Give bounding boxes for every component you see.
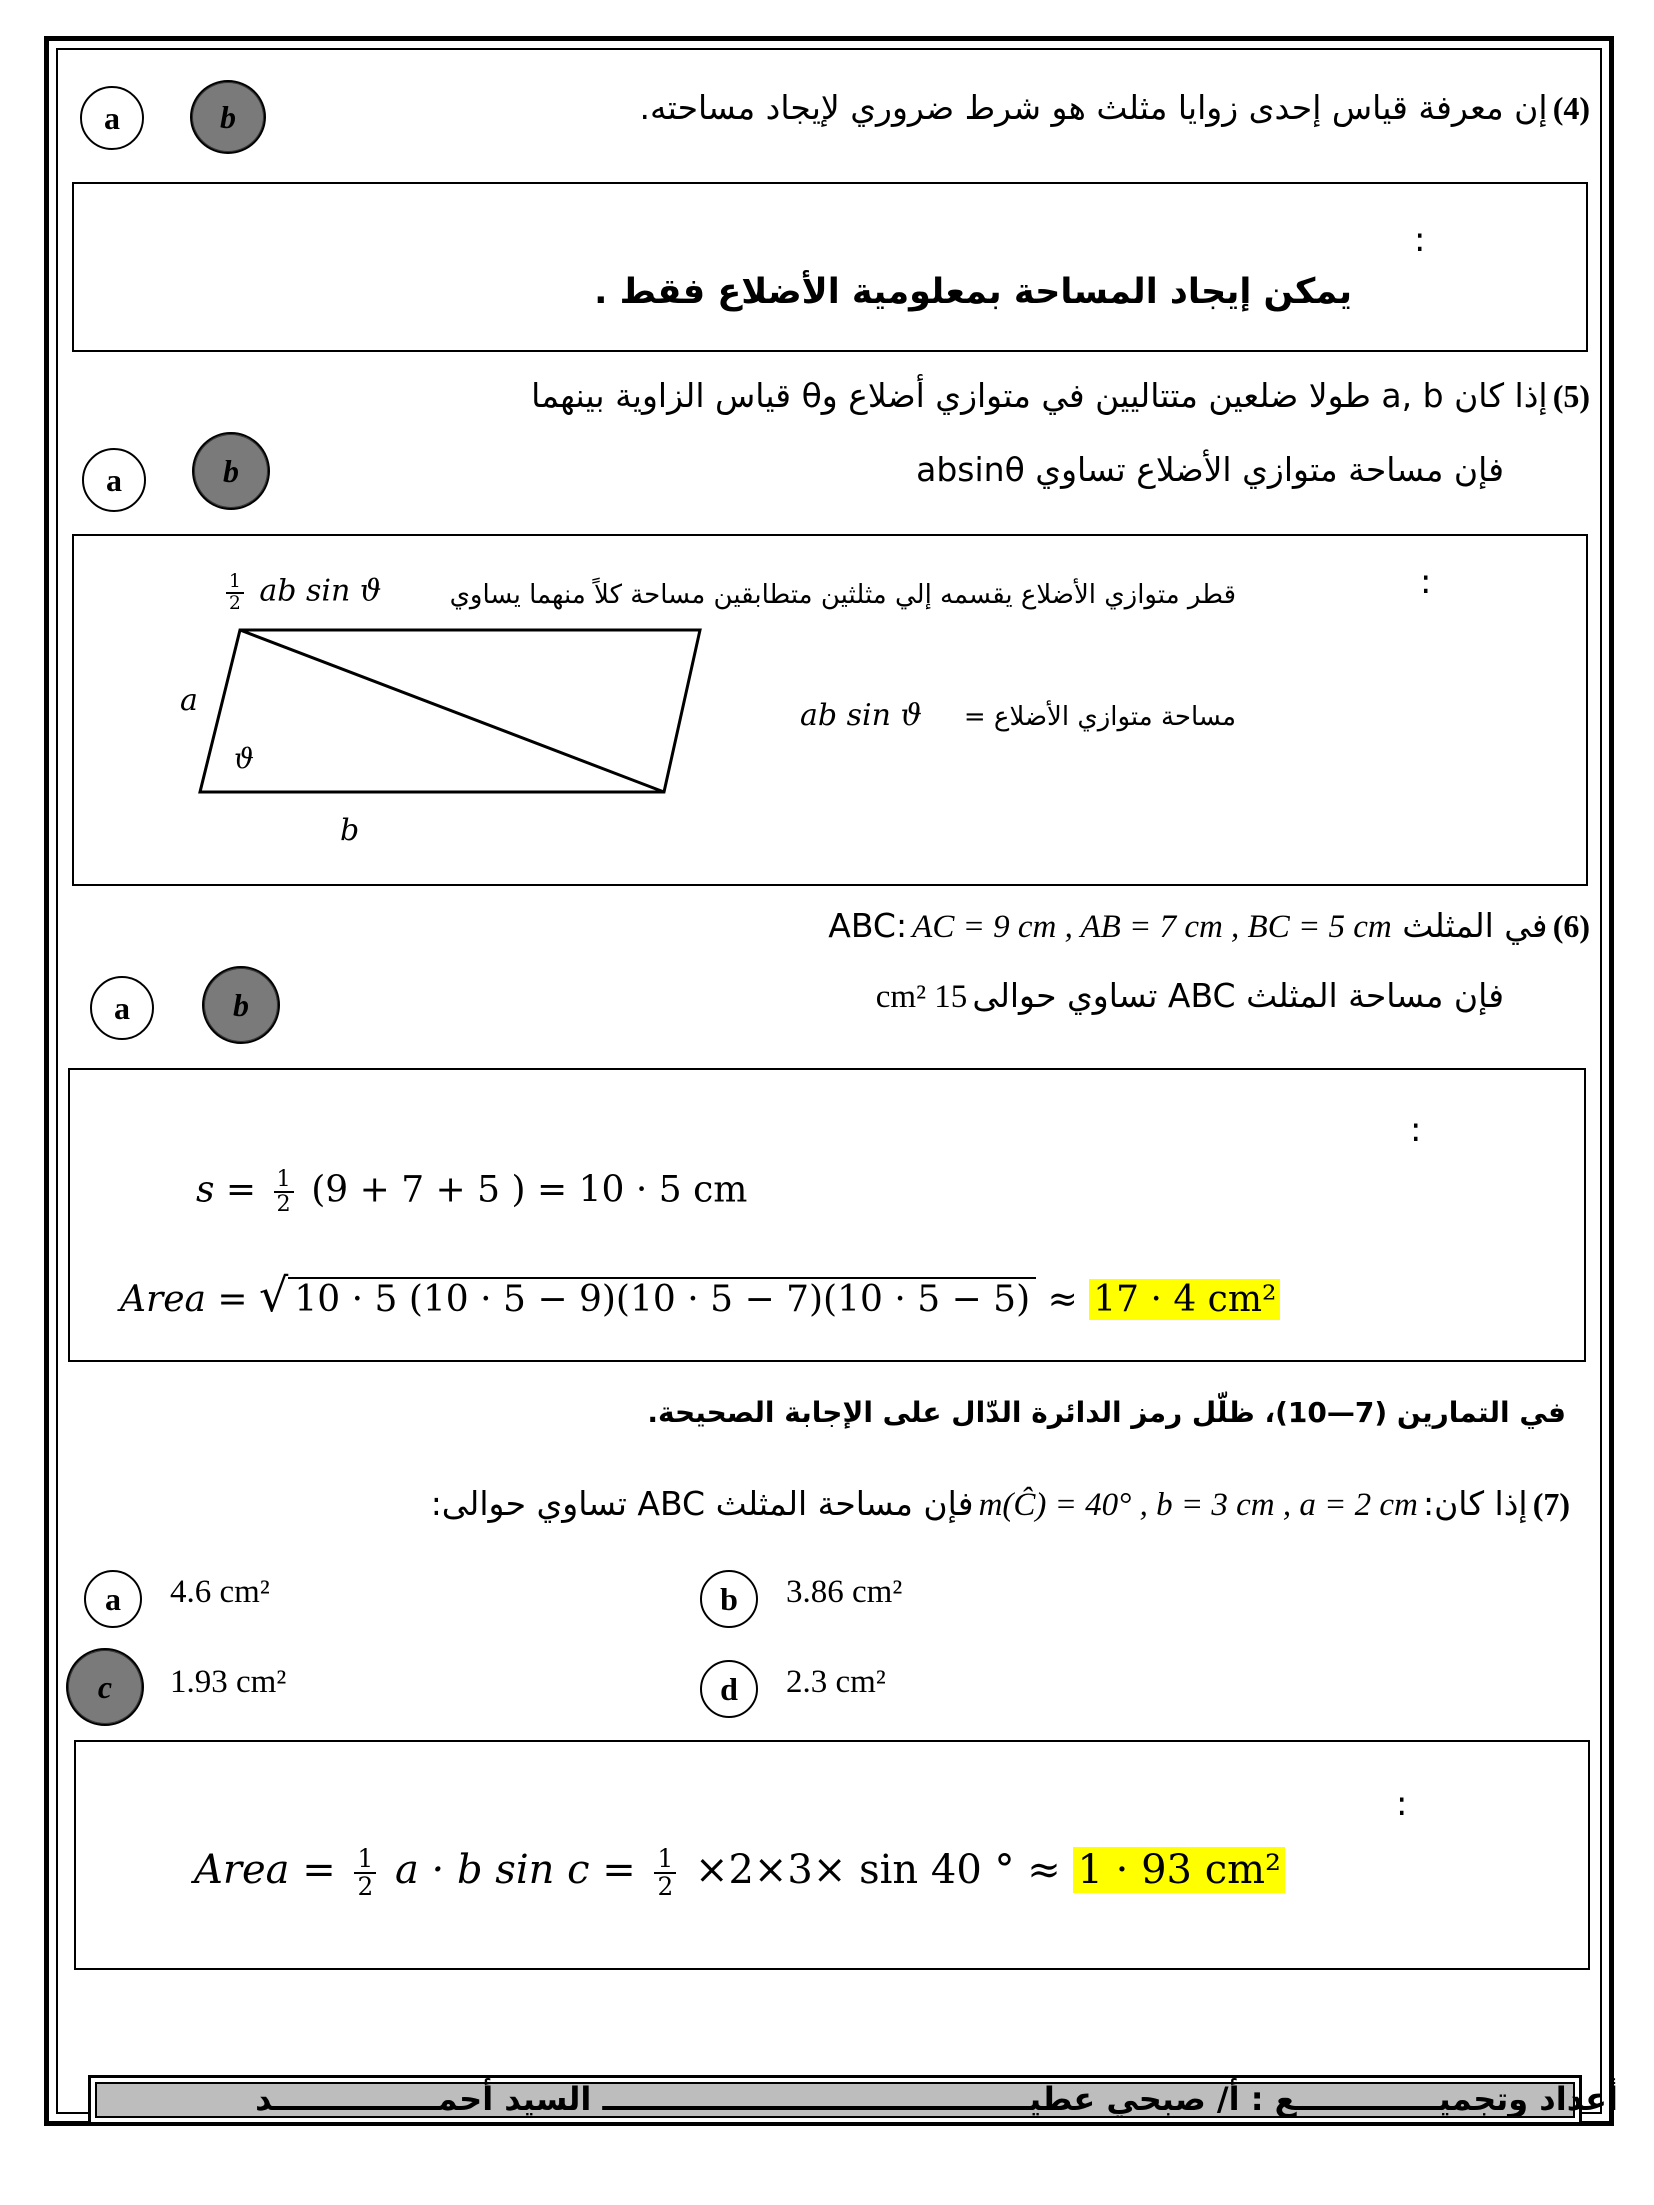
q5-fraction: $\frac{1}{2}$ bbox=[226, 572, 244, 613]
q7-math: m(Ĉ) = 40° , b = 3 cm , a = 2 cm bbox=[978, 1487, 1418, 1523]
q4-box-colon: : bbox=[1414, 220, 1426, 260]
side-b-label: b bbox=[340, 813, 360, 848]
angle-label: ϑ bbox=[234, 742, 255, 775]
q7-option-b[interactable]: b bbox=[700, 1570, 758, 1628]
q4-answer-box bbox=[72, 182, 1588, 352]
footer-credit: أعداد وتجميـــــــــــــع : أ/ صبحي عطيـــــــــــــــــــــــــــــــــــــــ السيد أحمـــــــــــــــد bbox=[255, 2080, 1618, 2118]
q6-s-formula: s = $\frac{1}{2}$ (9 + 7 + 5 ) = 10 · 5 cm bbox=[196, 1166, 748, 1218]
q7-question bbox=[431, 1484, 1570, 1524]
q7-answer-box bbox=[74, 1740, 1590, 1970]
q6-radicand: 10 · 5 (10 · 5 − 9)(10 · 5 − 7)(10 · 5 − 5) bbox=[288, 1277, 1036, 1320]
q6-area-result: 17 · 4 cm² bbox=[1089, 1279, 1280, 1320]
q5-line1: إذا كان a, b طولا ضلعين متتاليين في متوازي أضلاع وθ قياس الزاوية بينهما bbox=[531, 376, 1548, 415]
q7-number: (7) bbox=[1532, 1486, 1570, 1522]
q4-option-b-selected[interactable]: b bbox=[190, 80, 266, 154]
q6-question bbox=[828, 906, 1590, 946]
q5-line2: فإن مساحة متوازي الأضلاع تساوي absinθ bbox=[916, 450, 1504, 489]
q4-box-text: يمكن إيجاد المساحة بمعلومية الأضلاع فقط . bbox=[594, 272, 1352, 312]
q4-question bbox=[639, 88, 1590, 127]
q7-suffix: فإن مساحة المثلث ABC تساوي حوالى: bbox=[430, 1484, 974, 1523]
side-a-label: a bbox=[180, 683, 198, 718]
q4-statement: إن معرفة قياس إحدى زوايا مثلث هو شرط ضروري لإيجاد مساحته. bbox=[639, 88, 1548, 127]
q7-area-formula: Area = $\frac{1}{2}$ a · b sin c = $\frac{1}{2}$ ×2×3× sin 40 ° ≈ 1 · 93 cm² bbox=[194, 1846, 1285, 1900]
q5-option-b-selected[interactable]: b bbox=[192, 432, 270, 510]
q6-area-formula: Area = √ 10 · 5 (10 · 5 − 9)(10 · 5 − 7)(10 · 5 − 5) ≈ 17 · 4 cm² bbox=[120, 1268, 1280, 1322]
q6-number: (6) bbox=[1552, 908, 1590, 944]
q6-line2-wrap bbox=[876, 976, 1504, 1016]
q5-question bbox=[531, 376, 1590, 415]
q7-option-d-value: 2.3 cm² bbox=[786, 1664, 886, 1700]
q6-line1-math: AC = 9 cm , AB = 7 cm , BC = 5 cm bbox=[912, 909, 1392, 945]
q7-prefix: إذا كان: bbox=[1422, 1484, 1528, 1523]
q5-box-line2: مساحة متوازي الأضلاع = bbox=[963, 702, 1236, 732]
q5-box-line1: قطر متوازي الأضلاع يقسمه إلي مثلثين متطابقين مساحة كلاً منهما يساوي bbox=[449, 580, 1236, 610]
q7-option-c-selected[interactable]: c bbox=[66, 1648, 144, 1726]
q7-area-result: 1 · 93 cm² bbox=[1073, 1847, 1285, 1893]
q6-answer-box bbox=[68, 1068, 1586, 1362]
q6-option-b-selected[interactable]: b bbox=[202, 966, 280, 1044]
q6-line2: فإن مساحة المثلث ABC تساوي حوالى bbox=[972, 976, 1504, 1015]
q7-option-b-value: 3.86 cm² bbox=[786, 1574, 903, 1610]
q7-box-colon: : bbox=[1396, 1784, 1408, 1824]
q7-option-a-value: 4.6 cm² bbox=[170, 1574, 270, 1610]
q6-line1-prefix: في المثلث ABC: bbox=[828, 906, 1548, 945]
q6-box-colon: : bbox=[1410, 1110, 1422, 1150]
parallelogram-diagonal bbox=[240, 630, 664, 792]
q5-number: (5) bbox=[1552, 378, 1590, 414]
q6-option-a[interactable]: a bbox=[90, 976, 154, 1040]
q4-option-a[interactable]: a bbox=[80, 86, 144, 150]
q7-option-c-value: 1.93 cm² bbox=[170, 1664, 287, 1700]
q7-option-a[interactable]: a bbox=[84, 1570, 142, 1628]
q5-box-line2-math: ab sin ϑ bbox=[800, 698, 922, 733]
parallelogram-diagram bbox=[154, 616, 734, 856]
q5-box-line1-math: $\frac{1}{2}$ ab sin ϑ bbox=[220, 572, 381, 613]
q5-answer-box bbox=[72, 534, 1588, 886]
q7-option-d[interactable]: d bbox=[700, 1660, 758, 1718]
q5-option-a[interactable]: a bbox=[82, 448, 146, 512]
q6-line2-math: 15 cm² bbox=[875, 979, 968, 1015]
q4-number: (4) bbox=[1552, 90, 1590, 126]
instructions-text: في التمارين (7—10)، ظلّل رمز الدائرة الدّال على الإجابة الصحيحة. bbox=[647, 1396, 1566, 1429]
q5-box-colon: : bbox=[1420, 562, 1432, 602]
